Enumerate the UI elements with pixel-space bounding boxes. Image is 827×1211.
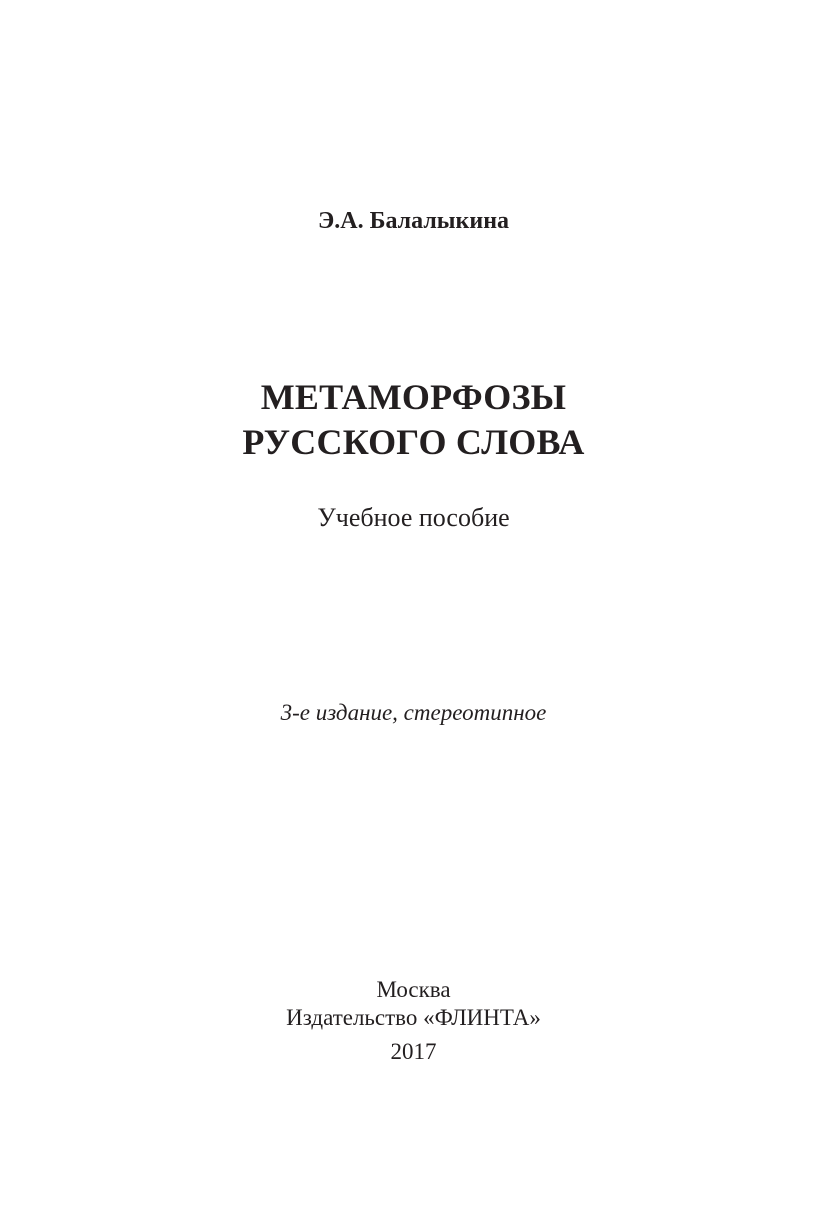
imprint-year: 2017: [390, 1039, 437, 1064]
book-title-line-2: РУССКОГО СЛОВА: [242, 422, 585, 462]
imprint-publisher: Издательство «ФЛИНТА»: [286, 1005, 541, 1030]
edition-note: 3-е издание, стереотипное: [280, 700, 547, 725]
book-title-line-1: МЕТАМОРФОЗЫ: [260, 377, 567, 417]
book-subtitle: Учебное пособие: [317, 503, 510, 532]
author-name: Э.А. Балалыкина: [317, 208, 510, 234]
imprint-city: Москва: [376, 977, 451, 1002]
